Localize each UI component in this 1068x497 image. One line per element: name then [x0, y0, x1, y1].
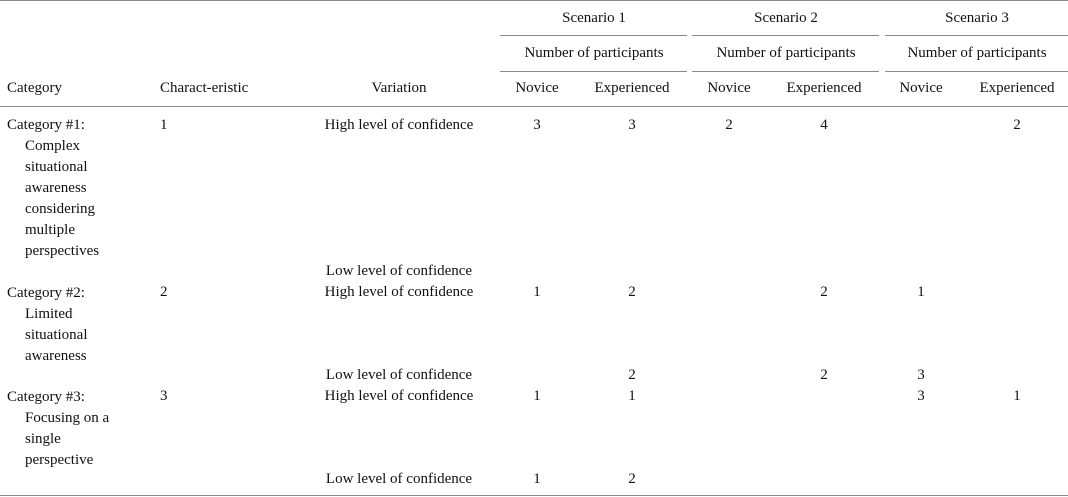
category-line: awareness	[25, 348, 87, 364]
scenario-2-header: Scenario 2	[754, 10, 818, 26]
scenario-1-rule	[500, 35, 687, 36]
s1-experienced-header: Experienced	[594, 80, 670, 96]
r3-high-s1-novice: 1	[533, 388, 541, 404]
category-line: Limited	[25, 306, 73, 322]
s2-experienced-header: Experienced	[786, 80, 862, 96]
r2-low-s2-experienced: 2	[820, 367, 828, 383]
participants-header-1: Number of participants	[524, 45, 664, 61]
category-line: situational	[25, 159, 88, 175]
participants-header-2: Number of participants	[716, 45, 856, 61]
table-bottom-rule	[0, 495, 1068, 496]
variation-high-2: High level of confidence	[324, 284, 474, 300]
r3-low-s1-experienced: 2	[628, 471, 636, 487]
characteristic-2: 2	[160, 284, 168, 300]
category-1-label	[7, 115, 137, 262]
category-line: Category #3:	[7, 389, 85, 405]
r1-high-s2-novice: 2	[725, 117, 733, 133]
characteristic-header: Charact-eristic	[160, 80, 249, 96]
r1-high-s1-experienced: 3	[628, 117, 636, 133]
r3-high-s3-experienced: 1	[1013, 388, 1021, 404]
category-line: single	[25, 431, 61, 447]
characteristic-3: 3	[160, 388, 168, 404]
r3-high-s3-novice: 3	[917, 388, 925, 404]
scenario-3-rule	[885, 35, 1068, 36]
participants-3-rule	[885, 71, 1068, 72]
category-3-label	[7, 387, 137, 471]
s3-experienced-header: Experienced	[979, 80, 1055, 96]
category-line: Complex	[25, 138, 80, 154]
category-line: perspective	[25, 452, 94, 468]
s1-novice-header: Novice	[515, 80, 559, 96]
category-line: Category #1:	[7, 117, 85, 133]
participants-header-3: Number of participants	[907, 45, 1047, 61]
s3-novice-header: Novice	[899, 80, 943, 96]
category-header: Category	[7, 80, 62, 96]
r2-low-s3-novice: 3	[917, 367, 925, 383]
variation-header: Variation	[371, 80, 427, 96]
category-line: awareness	[25, 180, 87, 196]
r2-high-s2-experienced: 2	[820, 284, 828, 300]
r1-high-s3-experienced: 2	[1013, 117, 1021, 133]
variation-high-3: High level of confidence	[324, 388, 474, 404]
s2-novice-header: Novice	[707, 80, 751, 96]
category-2-label	[7, 283, 137, 367]
scenario-1-header: Scenario 1	[562, 10, 626, 26]
variation-high-1: High level of confidence	[324, 117, 474, 133]
category-line: Category #2:	[7, 285, 85, 301]
participants-2-rule	[692, 71, 879, 72]
characteristic-1: 1	[160, 117, 168, 133]
r3-low-s1-novice: 1	[533, 471, 541, 487]
variation-low-2: Low level of confidence	[325, 367, 473, 383]
variation-low-1: Low level of confidence	[325, 263, 473, 279]
r3-high-s1-experienced: 1	[628, 388, 636, 404]
r2-high-s1-experienced: 2	[628, 284, 636, 300]
category-line: perspectives	[25, 243, 100, 259]
category-line: multiple	[25, 222, 75, 238]
category-line: considering	[25, 201, 95, 217]
r2-high-s3-novice: 1	[917, 284, 925, 300]
category-line: Focusing on a	[25, 410, 110, 426]
scenario-3-header: Scenario 3	[945, 10, 1009, 26]
table-top-rule	[0, 0, 1068, 1]
r2-high-s1-novice: 1	[533, 284, 541, 300]
r1-high-s1-novice: 3	[533, 117, 541, 133]
r1-high-s2-experienced: 4	[820, 117, 828, 133]
r2-low-s1-experienced: 2	[628, 367, 636, 383]
header-bottom-rule	[0, 106, 1068, 107]
category-line: situational	[25, 327, 88, 343]
variation-low-3: Low level of confidence	[325, 471, 473, 487]
participants-1-rule	[500, 71, 687, 72]
scenario-2-rule	[692, 35, 879, 36]
